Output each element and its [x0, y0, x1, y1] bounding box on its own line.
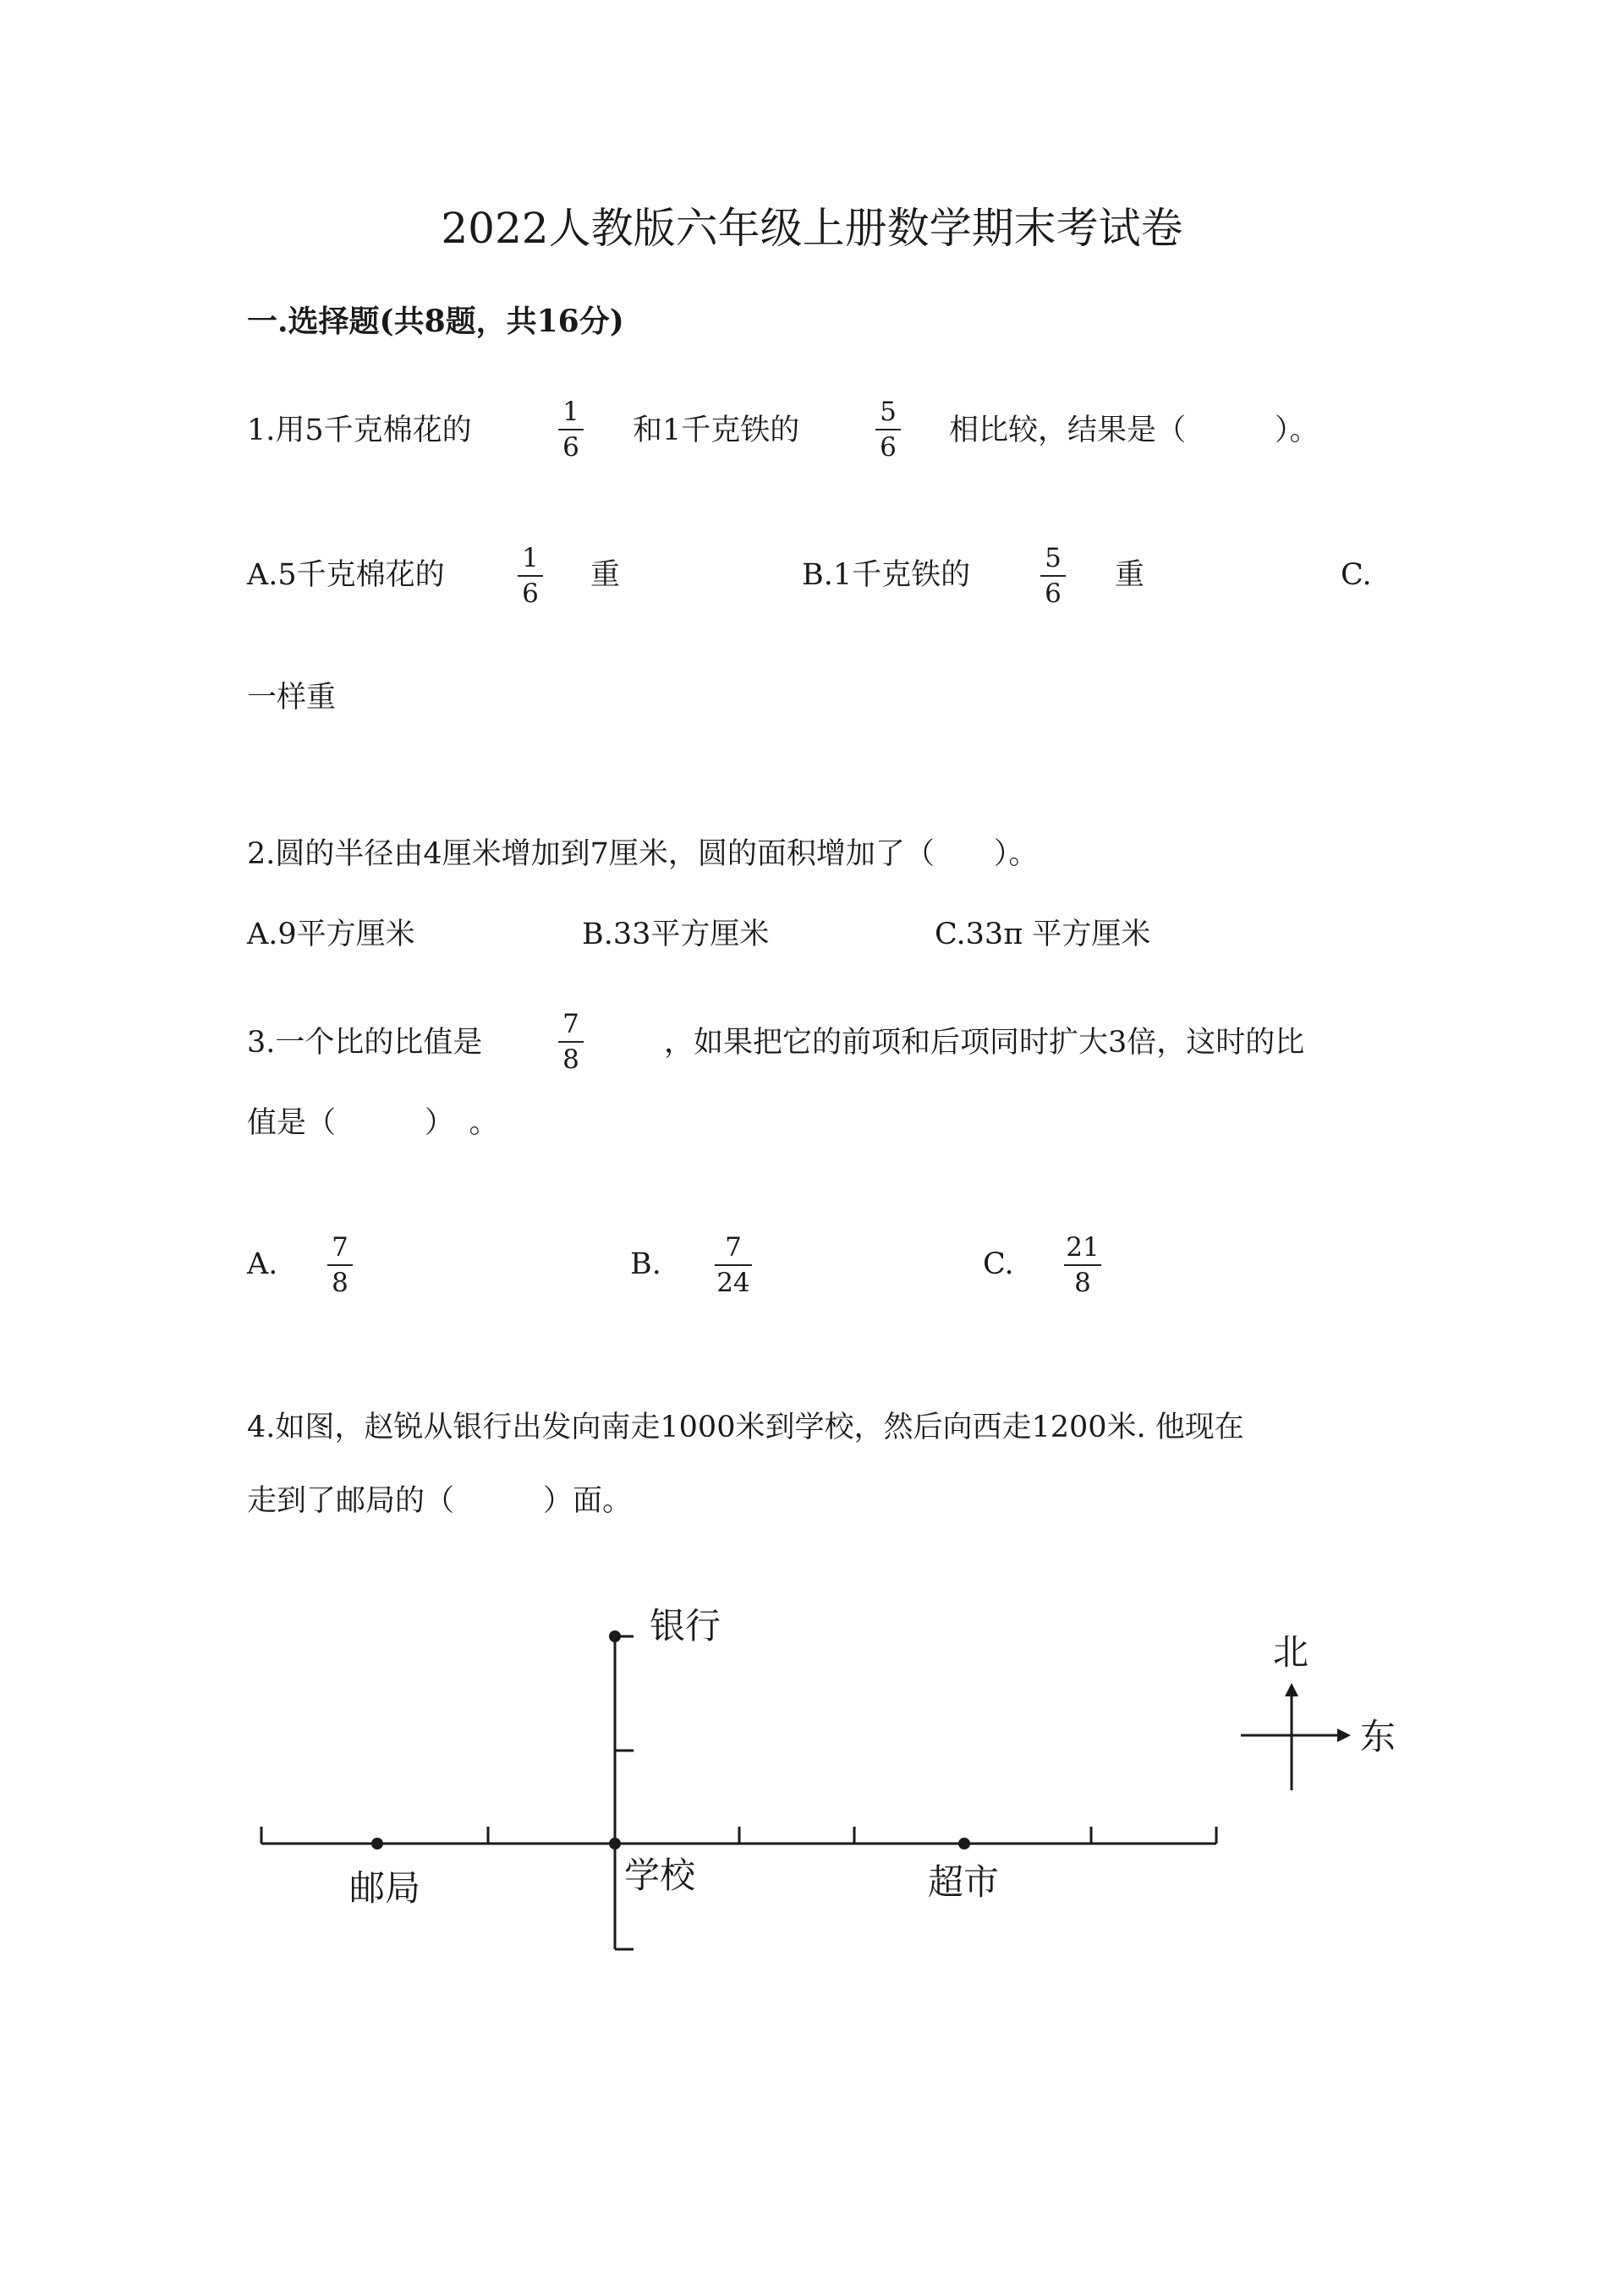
q1-option-a-suffix: 重	[590, 558, 621, 592]
bank-point	[609, 1630, 621, 1642]
q1-frac2-numerator: 5	[880, 397, 897, 427]
q4-text-line1: 4.如图，赵锐从银行出发向南走1000米到学校，然后向西走1200米. 他现在	[247, 1411, 1244, 1444]
numerator: 7	[562, 1009, 579, 1039]
q2-option-a: A.9平方厘米	[247, 918, 415, 951]
denominator: 8	[562, 1044, 579, 1075]
numerator: 7	[725, 1232, 742, 1263]
section-heading: 一.选择题(共8题，共16分)	[247, 304, 624, 339]
q1-text-part2: 和1千克铁的	[633, 414, 800, 447]
numerator: 21	[1066, 1232, 1100, 1263]
q2-option-b: B.33平方厘米	[582, 918, 770, 951]
denominator: 24	[716, 1268, 750, 1298]
q3-option-a-label: A.	[247, 1247, 278, 1281]
denominator: 6	[522, 578, 539, 609]
school-point	[609, 1838, 621, 1849]
q3-text-part1: 3.一个比的比值是	[247, 1026, 483, 1060]
denominator: 6	[1045, 578, 1062, 609]
q3-option-c-label: C.	[983, 1247, 1014, 1281]
q1-option-c-text: 一样重	[247, 681, 337, 715]
q1-option-c-label: C.	[1341, 558, 1372, 592]
label-school: 学校	[624, 1855, 696, 1896]
q1-text-part3: 相比较，结果是（ ）。	[949, 414, 1320, 447]
q2-option-c: C.33π 平方厘米	[935, 918, 1151, 951]
q3-text-part2: ，如果把它的前项和后项同时扩大3倍，这时的比	[664, 1026, 1305, 1060]
east-arrow-icon	[1337, 1729, 1351, 1742]
label-north: 北	[1273, 1631, 1309, 1673]
q1-option-a-prefix: A.5千克棉花的	[247, 558, 445, 592]
denominator: 8	[332, 1268, 348, 1298]
page-title: 2022人教版六年级上册数学期末考试卷	[441, 204, 1183, 253]
label-supermarket: 超市	[928, 1861, 1000, 1903]
numerator: 5	[1045, 543, 1062, 573]
q1-option-b-suffix: 重	[1115, 558, 1145, 592]
q1-frac1-denominator: 6	[562, 432, 579, 463]
q1-frac1-numerator: 1	[562, 397, 579, 427]
q4-text-line2: 走到了邮局的（ ）面。	[247, 1484, 633, 1518]
q1-frac2-denominator: 6	[880, 432, 897, 463]
q3-text-line2: 值是（ ） 。	[247, 1106, 499, 1140]
numerator: 7	[332, 1232, 348, 1263]
denominator: 8	[1074, 1268, 1091, 1298]
label-post-office: 邮局	[349, 1867, 421, 1909]
post-office-point	[371, 1838, 383, 1849]
q3-option-b-label: B.	[630, 1247, 661, 1281]
label-east: 东	[1360, 1716, 1396, 1757]
label-bank: 银行	[650, 1605, 721, 1647]
q1-text-part1: 1.用5千克棉花的	[247, 414, 472, 447]
q2-text: 2.圆的半径由4厘米增加到7厘米，圆的面积增加了（ ）。	[247, 837, 1039, 871]
north-arrow-icon	[1285, 1683, 1298, 1696]
q1-option-b-prefix: B.1千克铁的	[802, 558, 971, 592]
numerator: 1	[522, 543, 539, 573]
supermarket-point	[958, 1838, 970, 1849]
